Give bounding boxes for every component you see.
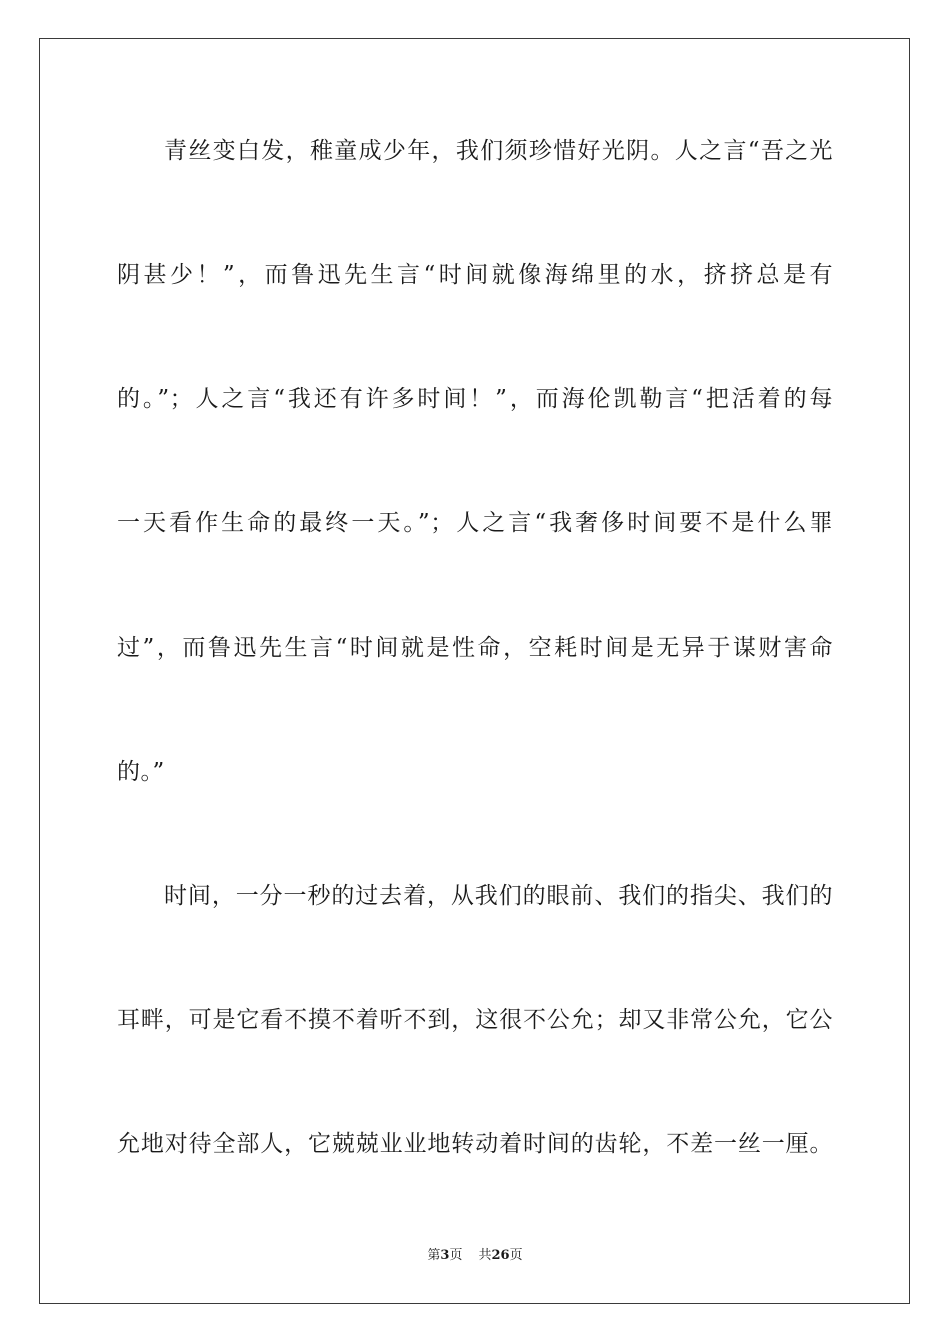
paragraph-1-line-2: 阴甚少！”，而鲁迅先生言“时间就像海绵里的水，挤挤总是有 xyxy=(117,262,833,288)
page-suffix: 页 xyxy=(449,1248,463,1263)
page-border xyxy=(39,38,910,1304)
total-pages: 26 xyxy=(491,1248,510,1263)
page-number: 3 xyxy=(440,1248,450,1263)
paragraph-1-line-5: 过”，而鲁迅先生言“时间就是性命，空耗时间是无异于谋财害命 xyxy=(117,635,833,661)
total-suffix: 页 xyxy=(509,1248,523,1263)
paragraph-1-line-6: 的。” xyxy=(117,759,165,785)
page-prefix: 第 xyxy=(427,1248,441,1263)
paragraph-2-line-1: 时间，一分一秒的过去着，从我们的眼前、我们的指尖、我们的 xyxy=(164,883,833,909)
page-footer xyxy=(0,1247,950,1265)
total-prefix: 共 xyxy=(478,1248,492,1263)
paragraph-2-line-2: 耳畔，可是它看不摸不着听不到，这很不公允；却又非常公允，它公 xyxy=(117,1007,833,1033)
paragraph-1-line-4: 一天看作生命的最终一天。”；人之言“我奢侈时间要不是什么罪 xyxy=(117,510,833,536)
paragraph-1-line-1: 青丝变白发，稚童成少年，我们须珍惜好光阴。人之言“吾之光 xyxy=(164,138,833,164)
paragraph-1-line-3: 的。”；人之言“我还有许多时间！”，而海伦凯勒言“把活着的每 xyxy=(117,386,833,412)
paragraph-2-line-3: 允地对待全部人，它兢兢业业地转动着时间的齿轮，不差一丝一厘。 xyxy=(117,1131,833,1157)
